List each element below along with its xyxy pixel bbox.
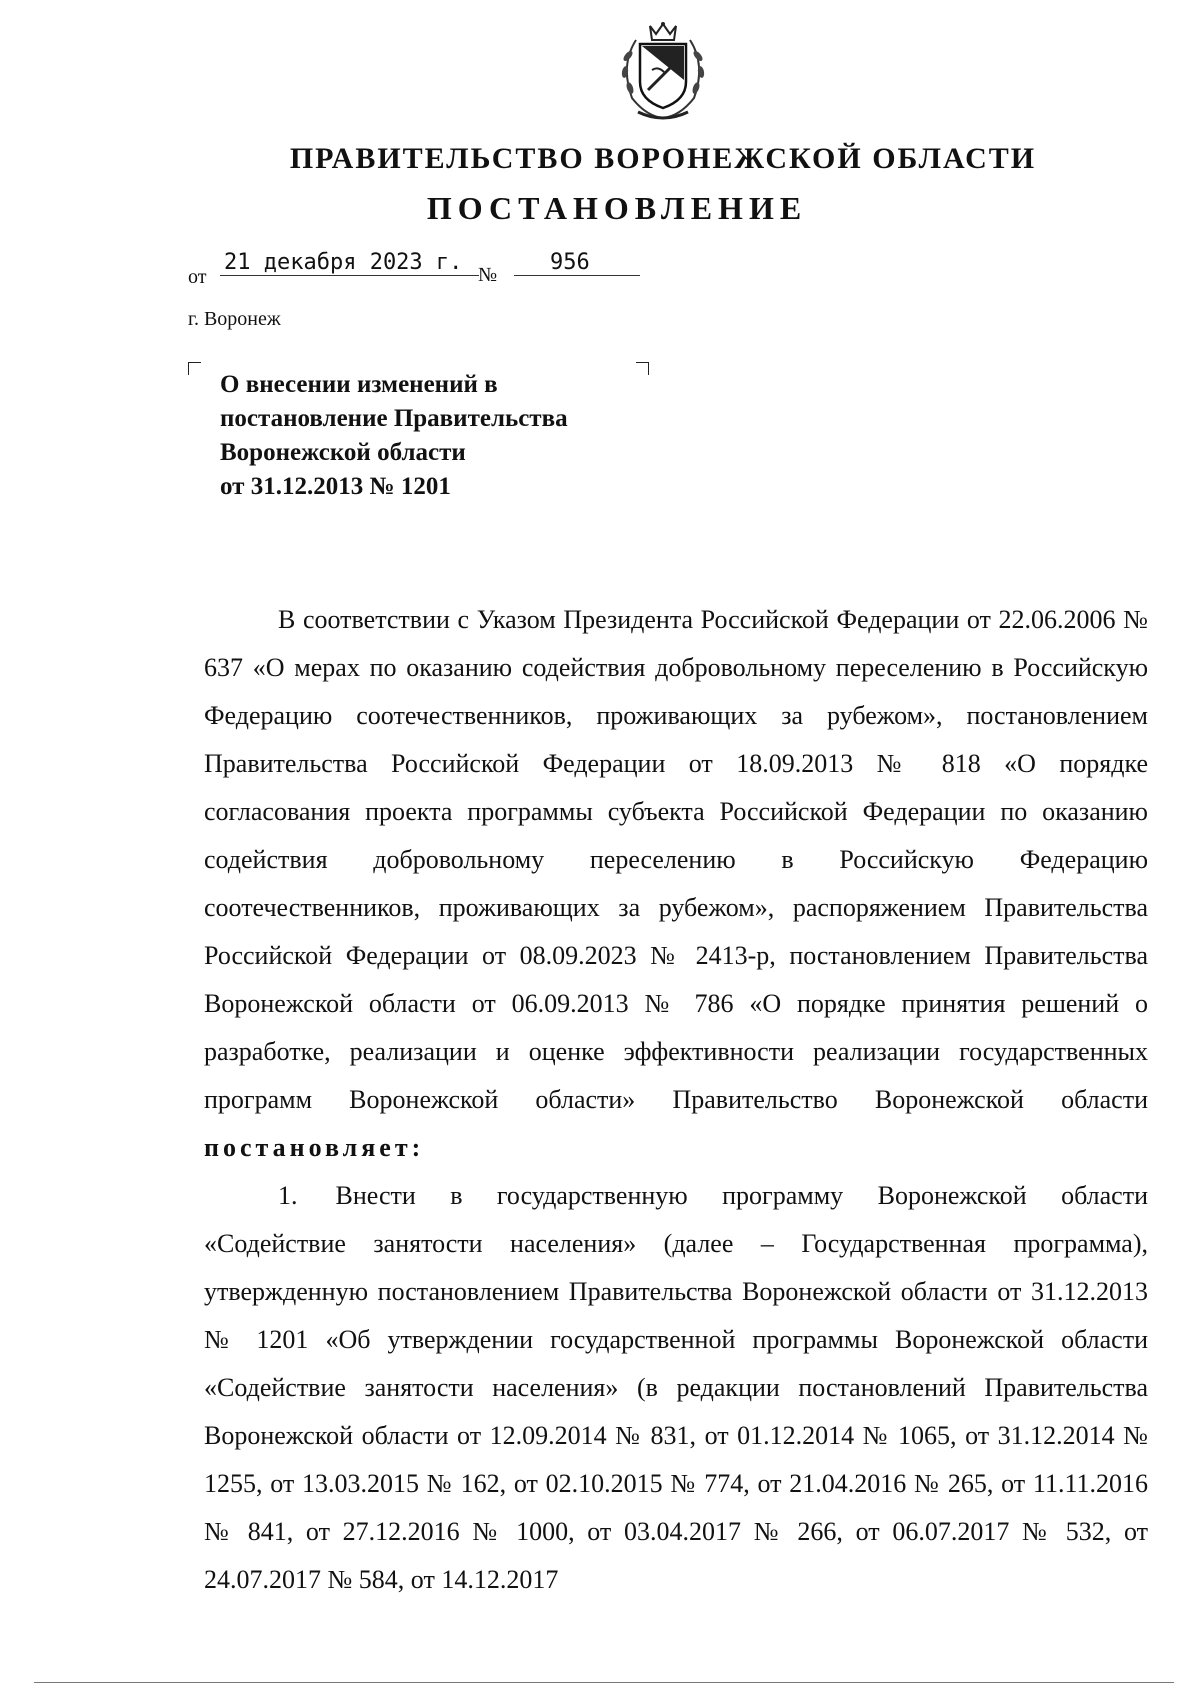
clause-paragraph [204,1172,1148,1604]
subject-line: О внесении изменений в [220,371,498,398]
subject-line: от 31.12.2013 № 1201 [220,473,451,500]
clause-number: 1. [278,1181,298,1210]
government-name: ПРАВИТЕЛЬСТВО ВОРОНЕЖСКОЙ ОБЛАСТИ [289,142,1037,175]
number-sign: № [478,264,498,286]
footer-rule [34,1682,1174,1683]
preamble-text: В соответствии с Указом Президента Российской Федерации от 22.06.2006 № 637 «О мерах по оказанию содействия добровольному переселению в Российскую Федерацию соотечественников, проживающих за рубежом», постановлением Правительства Российской Федерации от 18.09.2013 № 818 «О порядке согласования проекта программы субъекта Российской Федерации по оказанию содействия добровольному переселению в Российскую Федерацию соотечественников, проживающих за рубежом», распоряжением Правительства Российской Федерации от 08.09.2023 № 2413-р, постановлением Правительства Воронежской области от 06.09.2013 № 786 «О порядке принятия решений о разработке, реализации и оценке эффективности реализации государственных программ Воронежской области» Правительство Воронежской области [204,605,1148,1114]
document-body [204,596,1148,1604]
document-type: ПОСТАНОВЛЕНИЕ [426,190,808,226]
subject-line: постановление Правительства [220,405,568,432]
city: г. Воронеж [188,308,281,330]
coat-of-arms-emblem [608,20,718,125]
decree-word: постановляет: [204,1133,425,1162]
subject-corner-left [188,362,201,375]
preamble-paragraph [204,596,1148,1172]
subject-block [220,368,660,504]
clause-text: Внести в государственную программу Воронежской области «Содействие занятости населения» (далее – Государственная программа), утвержденную постановлением Правительства Воронежской области от 31.12.2013 № 1201 «Об утверждении государственной программы Воронежской области «Содействие занятости населения» (в редакции постановлений Правительства Воронежской области от 12.09.2014 № 831, от 01.12.2014 № 1065, от 31.12.2014 № 1255, от 13.03.2015 № 162, от 02.10.2015 № 774, от 21.04.2016 № 265, от 11.11.2016 № 841, от 27.12.2016 № 1000, от 03.04.2017 № 266, от 06.07.2017 № 532, от 24.07.2017 № 584, от 14.12.2017 [204,1181,1148,1594]
subject-line: Воронежской области [220,439,466,466]
date-prefix: от [188,266,207,288]
date-number-line [188,250,648,290]
document-date: 21 декабря 2023 г. [220,250,479,276]
document-number: 956 [514,250,640,276]
